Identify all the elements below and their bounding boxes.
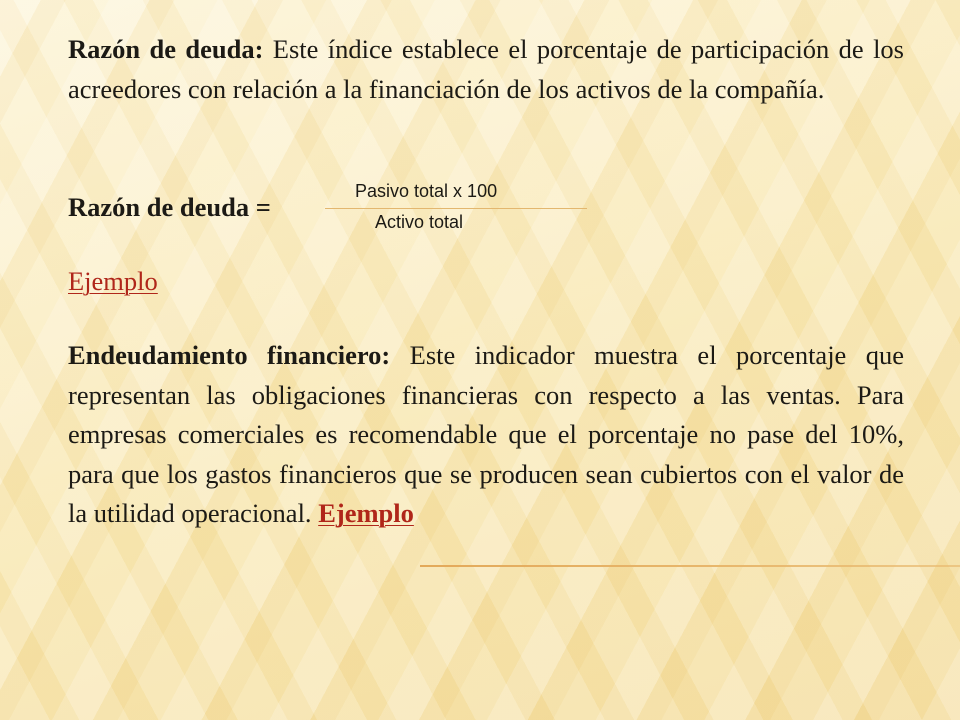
razon-de-deuda-paragraph bbox=[68, 30, 904, 109]
ejemplo-link-2[interactable]: Ejemplo bbox=[318, 498, 414, 528]
formula-denominator: Activo total bbox=[375, 212, 464, 232]
endeudamiento-financiero-paragraph bbox=[68, 336, 904, 534]
endeudamiento-financiero-description: Este indicador muestra el porcentaje que representan las obligaciones financieras con respecto a las ventas. Para empresas comerciales es recomendable que el porcentaje no pase del 10%, para que los gastos financieros que se producen sean cubiertos con el valor de la utilidad operacional. bbox=[68, 340, 904, 528]
decorative-rule bbox=[420, 565, 960, 567]
formula-numerator: Pasivo total x 100 bbox=[355, 181, 498, 201]
ejemplo-link-1[interactable]: Ejemplo bbox=[68, 266, 158, 296]
razon-de-deuda-term: Razón de deuda: bbox=[68, 34, 264, 64]
fraction-line bbox=[325, 208, 587, 209]
example-link-row bbox=[68, 262, 158, 302]
endeudamiento-financiero-term: Endeudamiento financiero: bbox=[68, 340, 391, 370]
formula-label: Razón de deuda = bbox=[68, 192, 271, 222]
razon-de-deuda-description: Este índice establece el porcentaje de participación de los acreedores con relación a la financiación de los activos de la compañía. bbox=[68, 34, 904, 104]
